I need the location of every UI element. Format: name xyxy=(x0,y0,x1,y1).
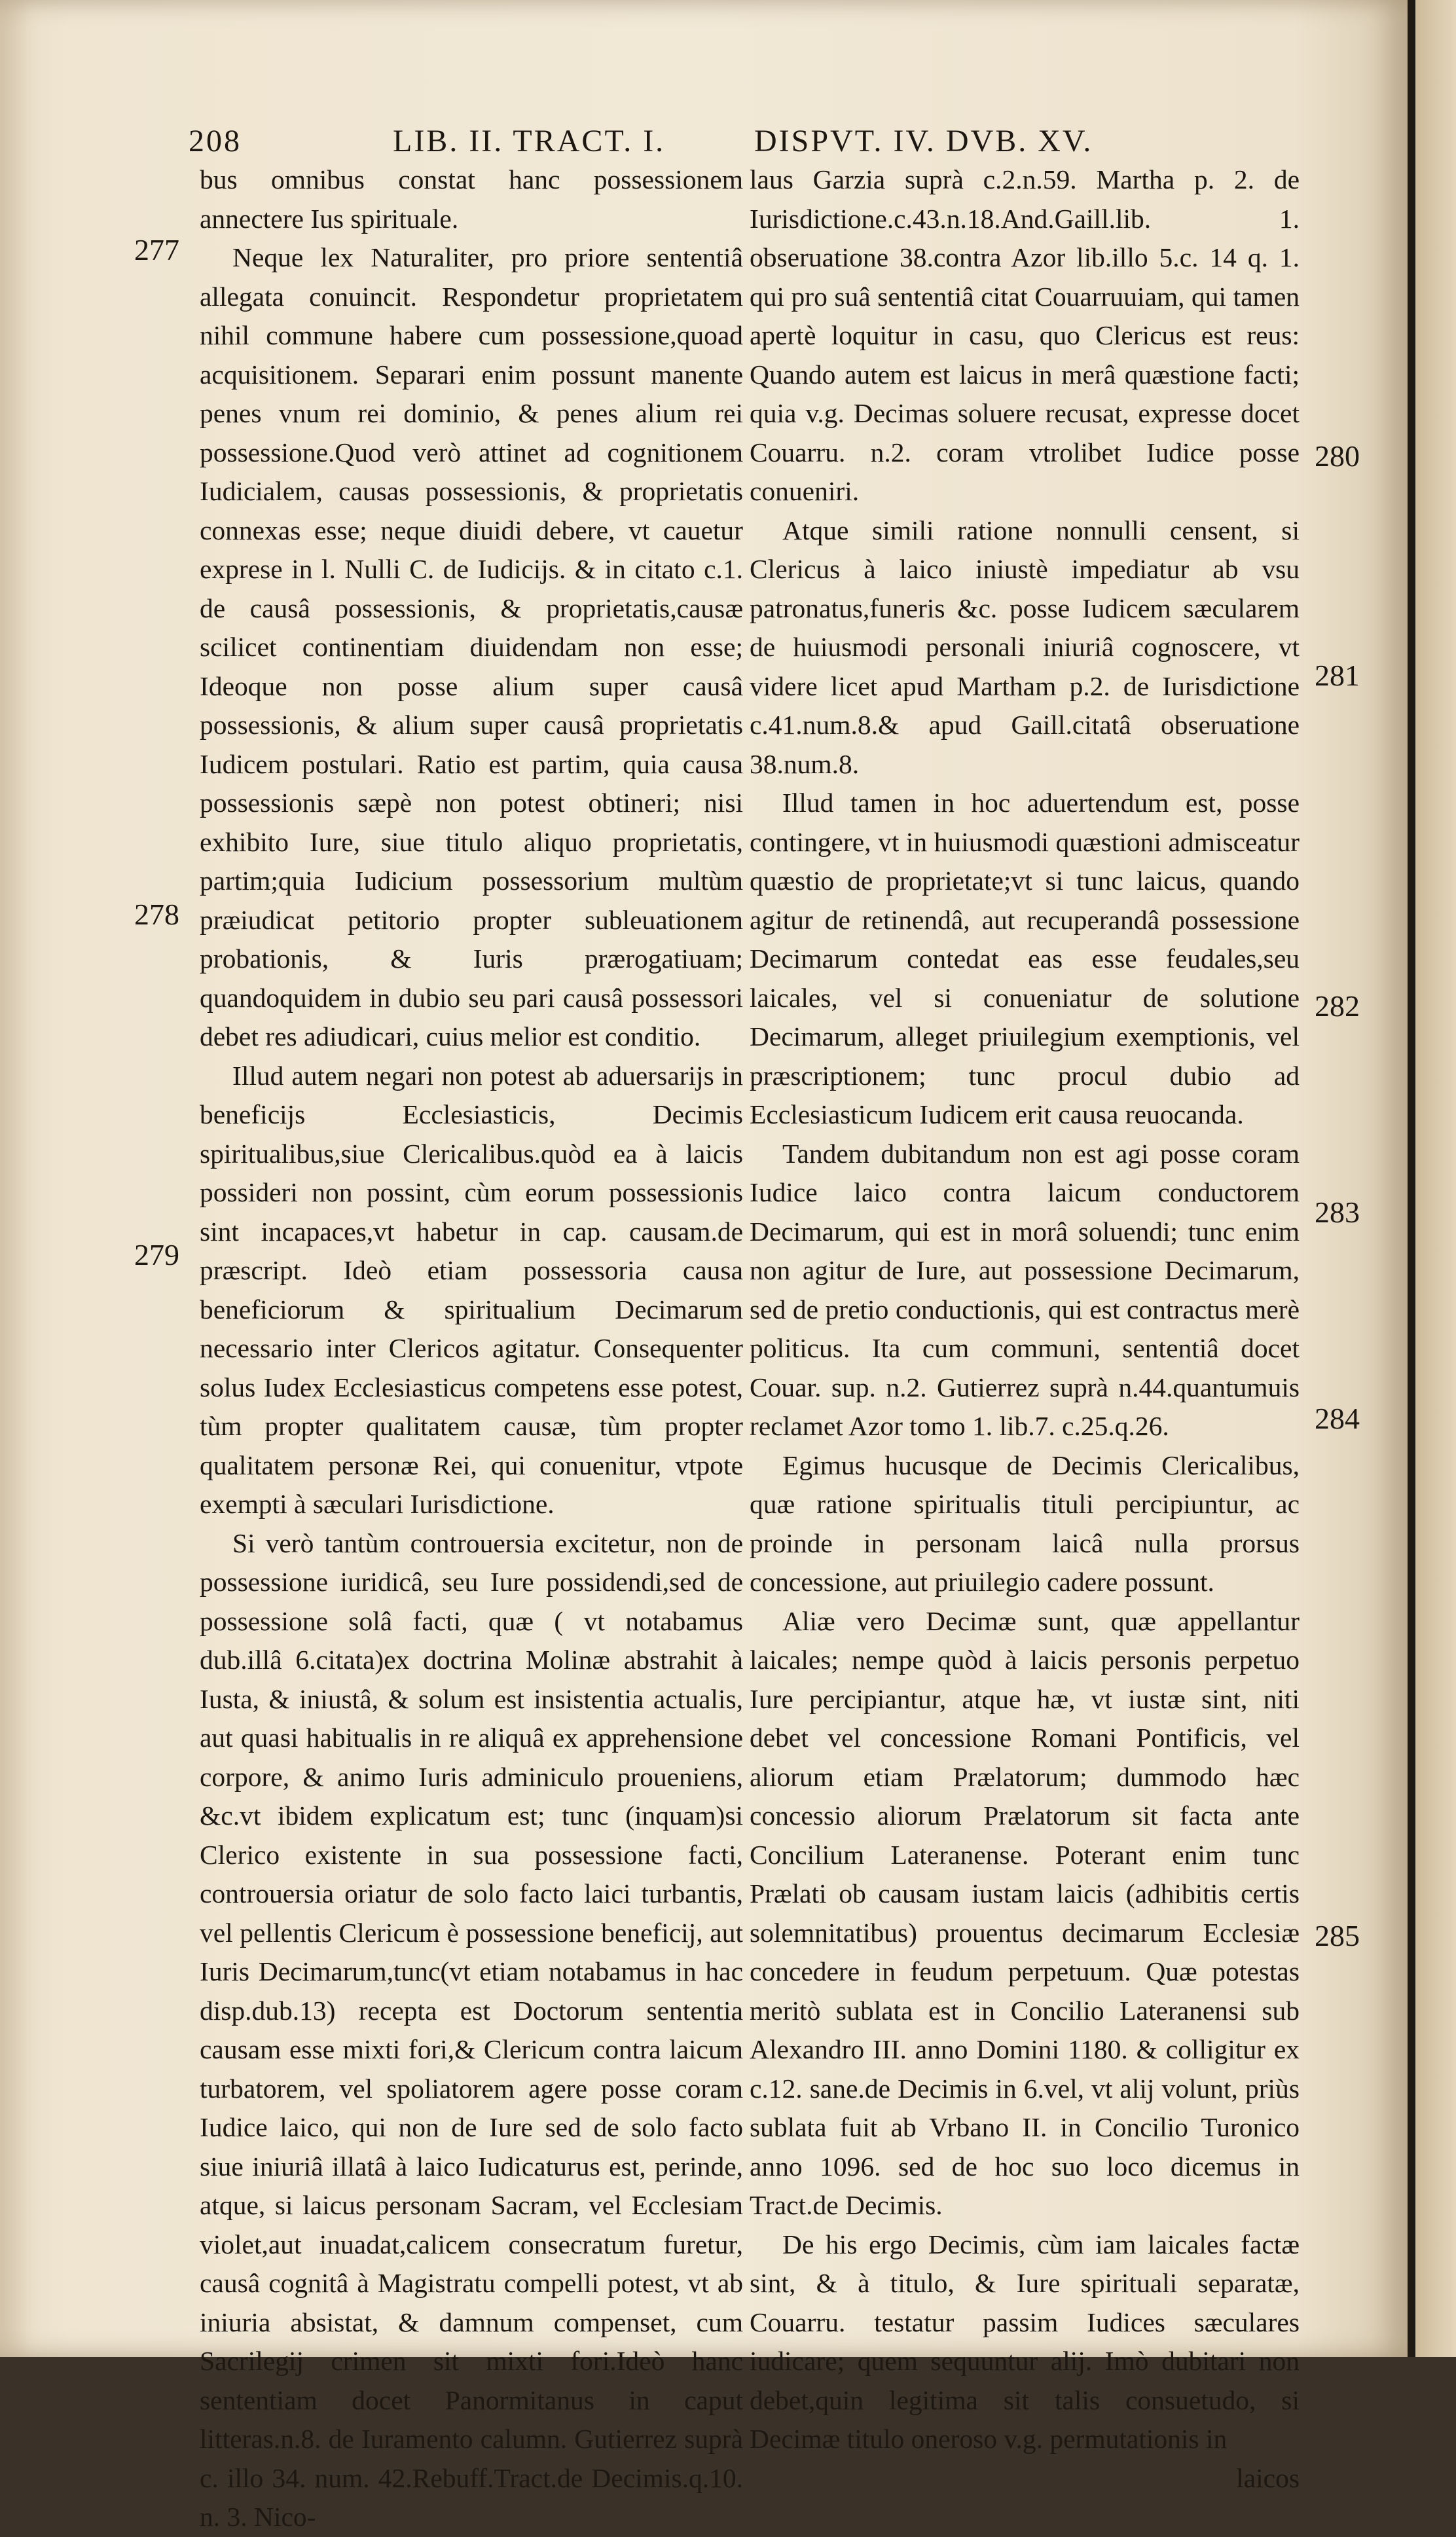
paragraph-continuation: bus omnibus constat hanc possessionem annectere Ius spirituale. xyxy=(200,164,743,234)
margin-number-280: 280 xyxy=(1315,439,1360,473)
paragraph-283: Egimus hucusque de Decimis Clericalibus, quæ ratione spiritualis tituli percipiuntur, ac proinde in personam laicâ nulla prorsus concessione, aut priuilegio cadere possunt. xyxy=(750,1450,1300,1597)
margin-number-281: 281 xyxy=(1315,659,1360,692)
paragraph-280: Atque simili ratione nonnulli censent, si Clericus à laico iniustè impediatur ab vsu patronatus,funeris &c. posse Iudicem sæcularem de huiusmodi personali iniuriâ cognoscere, vt videre licet apud Martham p.2. de Iurisdictione c.41.num.8.& apud Gaill.citatâ obseruatione 38.num.8. xyxy=(750,515,1300,779)
next-page-edge xyxy=(1415,0,1456,2357)
paragraph-continuation-right: laus Garzia suprà c.2.n.59. Martha p. 2. de Iurisdictione.c.43.n.18.And.Gaill.lib. 1. obseruatione 38.contra Azor lib.illo 5.c. 14 q. 1. qui pro suâ sententiâ citat Couarruuiam, qui tamen apertè loquitur in casu, quo Clericus est reus: Quando autem est laicus in merâ quæstione facti; quia v.g. Decimas soluere recusat, expresse docet Couarru. n.2. coram vtrolibet Iudice posse conueniri. xyxy=(750,164,1300,506)
margin-number-285: 285 xyxy=(1315,1919,1360,1952)
margin-number-277: 277 xyxy=(134,233,179,266)
right-column xyxy=(750,160,1300,2498)
page-number: 208 xyxy=(189,124,242,158)
binding-shadow xyxy=(1408,0,1415,2357)
left-column xyxy=(200,160,743,2537)
paragraph-281: Illud tamen in hoc aduertendum est, posse contingere, vt in huiusmodi quæstioni admisceatur quæstio de proprietate;vt si tunc laicus, quando agitur de retinendâ, aut recuperandâ possessione Decimarum contedat eas esse feudales,seu laicales, vel si conueniatur de solutione Decimarum, alleget priuilegium exemptionis, vel præscriptionem; tunc procul dubio ad Ecclesiasticum Iudicem erit causa reuocanda. xyxy=(750,788,1300,1129)
margin-number-283: 283 xyxy=(1315,1195,1360,1229)
paragraph-285: De his ergo Decimis, cùm iam laicales factæ sint, & à titulo, & Iure spirituali separatæ, Couarru. testatur passim Iudices sæculares iudicare; quem sequuntur alij. Imò dubitari non debet,quin legitima sit talis consuetudo, si Decimæ titulo oneroso v.g. permutationis in xyxy=(750,2229,1300,2454)
margin-number-278: 278 xyxy=(134,898,179,931)
right-running-title: DISPVT. IV. DVB. XV. xyxy=(754,124,1093,158)
catchword: laicos xyxy=(1236,2462,1300,2493)
margin-number-282: 282 xyxy=(1315,989,1360,1023)
paragraph-277: Neque lex Naturaliter, pro priore sententiâ allegata conuincit. Respondetur proprietatem nihil commune habere cum possessione,quoad acquisitionem. Separari enim possunt manente penes vnum rei dominio, & penes alium rei possessione.Quod verò attinet ad cognitionem Iudicialem, causas possessionis, & proprietatis connexas esse; neque diuidi debere, vt cauetur exprese in l. Nulli C. de Iudicijs. & in citato c.1. de causâ possessionis, & proprietatis,causæ scilicet continentiam diuidendam non esse; Ideoque non posse alium super causâ possessionis, & alium super causâ proprietatis Iudicem postulari. Ratio est partim, quia causa possessionis sæpè non potest obtineri; nisi exhibito Iure, siue titulo aliquo proprietatis, partim;quia Iudicium possessorium multùm præiudicat petitorio propter subleuationem probationis, & Iuris prærogatiuam; quandoquidem in dubio seu pari causâ possessori debet res adiudicari, cuius melior est conditio. xyxy=(200,242,743,1051)
paragraph-282: Tandem dubitandum non est agi posse coram Iudice laico contra laicum conductorem Decimarum, qui est in morâ soluendi; tunc enim non agitur de Iure, aut possessione Decimarum, sed de pretio conductionis, qui est contractus merè politicus. Ita cum communi, sententiâ docet Couar. sup. n.2. Gutierrez suprà n.44.quantumuis reclamet Azor tomo 1. lib.7. c.25.q.26. xyxy=(750,1138,1300,1441)
paragraph-279: Si verò tantùm controuersia excitetur, non de possessione iuridicâ, seu Iure possidendi,sed de possessione solâ facti, quæ ( vt notabamus dub.illâ 6.citata)ex doctrina Molinæ abstrahit à Iusta, & iniustâ, & solum est insistentia actualis, aut quasi habitualis in re aliquâ ex apprehensione corpore, & animo Iuris adminiculo proueniens, &c.vt ibidem explicatum est; tunc (inquam)si Clerico existente in sua possessione facti, controuersia oriatur de solo facto laici turbantis, vel pellentis Clericum è possessione beneficij, aut Iuris Decimarum,tunc(vt etiam notabamus in hac disp.dub.13) recepta est Doctorum sententia causam esse mixti fori,& Clericum contra laicum turbatorem, vel spoliatorem agere posse coram Iudice laico, qui non de Iure sed de solo facto siue iniuriâ illatâ à laico Iudicaturus est, perinde, atque, si laicus personam Sacram, vel Ecclesiam violet,aut inuadat,calicem consecratum furetur, causâ cognitâ à Magistratu compelli potest, vt ab iniuria absistat, & damnum compenset, cum Sacrilegij crimen sit mixti fori.Ideò hanc sententiam docet Panormitanus in caput litteras.n.8. de Iuramento calumn. Gutierrez suprà c. illo 34. num. 42.Rebuff.Tract.de Decimis.q.10. n. 3. Nico- xyxy=(200,1527,743,2532)
paragraph-284: Aliæ vero Decimæ sunt, quæ appellantur laicales; nempe quòd à laicis personis perpetuo Iure percipiantur, atque hæ, vt iustæ sint, niti debet vel concessione Romani Pontificis, vel aliorum etiam Prælatorum; dummodo hæc concessio aliorum Prælatorum sit facta ante Concilium Lateranense. Poterant enim tunc Prælati ob causam iustam laicis (adhibitis certis solemnitatibus) prouentus decimarum Ecclesiæ concedere in feudum perpetuum. Quæ potestas meritò sublata est in Concilio Lateranensi sub Alexandro III. anno Domini 1180. & colligitur ex c.12. sane.de Decimis in 6.vel, vt alij volunt, priùs sublata fuit ab Vrbano II. in Concilio Turonico anno 1096. sed de hoc suo loco dicemus in Tract.de Decimis. xyxy=(750,1605,1300,2220)
margin-number-284: 284 xyxy=(1315,1402,1360,1435)
margin-number-279: 279 xyxy=(134,1238,179,1271)
left-running-title: LIB. II. TRACT. I. xyxy=(393,124,666,158)
paragraph-278: Illud autem negari non potest ab aduersarijs in beneficijs Ecclesiasticis, Decimis spiritualibus,siue Clericalibus.quòd ea à laicis possideri non possint, cùm eorum possessionis sint incapaces,vt habetur in cap. causam.de præscript. Ideò etiam possessoria causa beneficiorum & spiritualium Decimarum necessario inter Clericos agitatur. Consequenter solus Iudex Ecclesiasticus competens esse potest, tùm propter qualitatem causæ, tùm propter qualitatem personæ Rei, qui conuenitur, vtpote exempti à sæculari Iurisdictione. xyxy=(200,1060,743,1519)
